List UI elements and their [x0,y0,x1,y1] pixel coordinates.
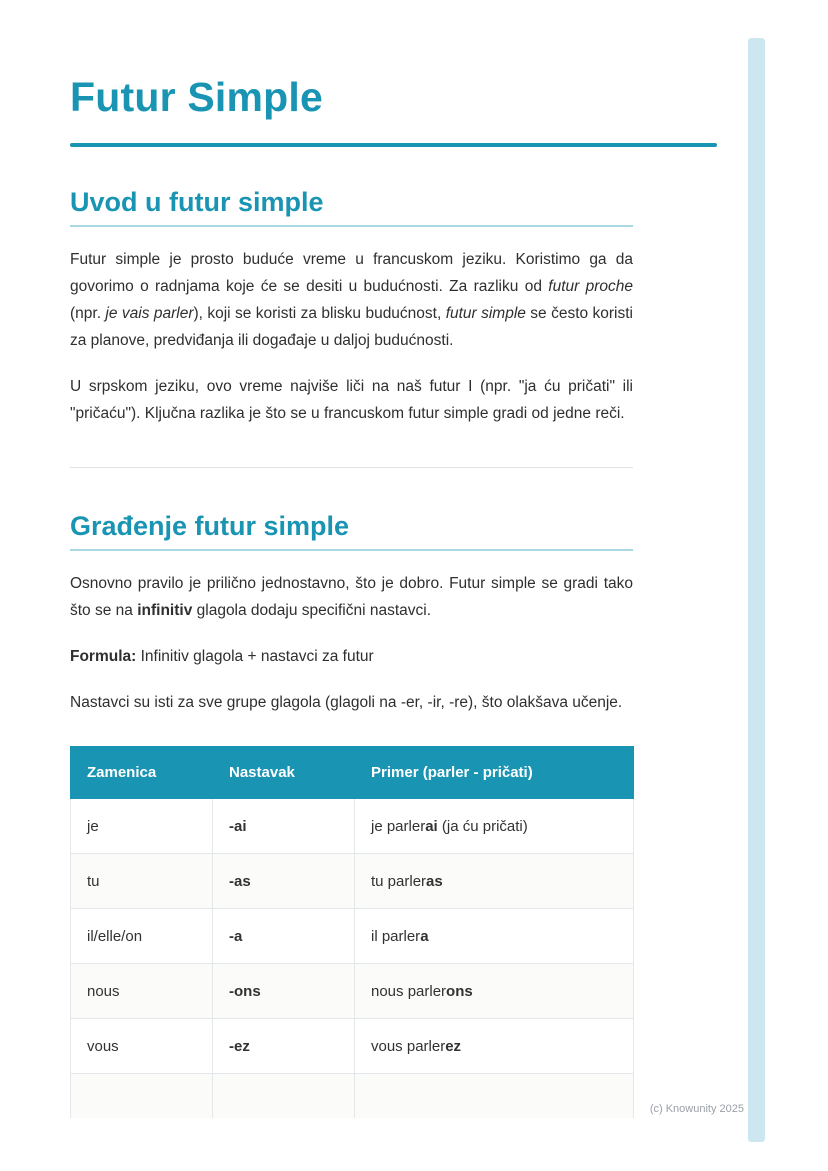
formula-paragraph: Formula: Infinitiv glagola + nastavci za futur [70,648,374,666]
conjugation-table [70,746,634,1118]
right-accent-stripe [748,38,765,1142]
section-underline [70,225,633,227]
cell-zamenica: je [71,799,213,854]
intro-paragraph-2: U srpskom jeziku, ovo vreme najviše liči na naš futur I (npr. "ja ću pričati" ili "pričaću"). Ključna razlika je što se u francuskom futur simple gradi od jedne reči. [70,378,633,423]
table-header-primer: Primer (parler - pričati) [355,747,634,799]
cell-primer: je parlerai (ja ću pričati) [355,799,634,854]
page-title: Futur Simple [70,74,323,120]
cell-primer: il parlera [355,909,634,964]
table-header-nastavak: Nastavak [213,747,355,799]
intro-paragraph-1: Futur simple je prosto buduće vreme u francuskom jeziku. Koristimo ga da govorimo o radnjama koje će se desiti u budućnosti. Za razliku od futur proche (npr. je vais parler), koji se koristi za blisku budućnost, futur simple se često koristi za planove, predviđanja ili događaje u daljoj budućnosti. [70,251,633,350]
cell-primer: tu parleras [355,854,634,909]
table-row [71,799,634,854]
gradjenje-paragraph-3: Nastavci su isti za sve grupe glagola (glagoli na -er, -ir, -re), što olakšava učenje. [70,694,623,712]
cell-nastavak: -ez [213,1019,355,1074]
cell-primer [355,1074,634,1118]
section-heading-gradjenje-futur-simple: Građenje futur simple [70,511,350,542]
table-row [71,854,634,909]
cell-nastavak [213,1074,355,1118]
table-row [71,964,634,1019]
gradjenje-paragraph-1: Osnovno pravilo je prilično jednostavno, što je dobro. Futur simple se gradi tako što se na infinitiv glagola dodaju specifični nastavci. [70,575,633,620]
section-uvod [70,187,633,427]
document-content [70,0,633,1118]
cell-nastavak: -as [213,854,355,909]
section-heading-uvod-u-futur-simple: Uvod u futur simple [70,187,324,218]
cell-nastavak: -a [213,909,355,964]
cell-zamenica [71,1074,213,1118]
table-row [71,1019,634,1074]
table-row-partial [71,1074,634,1118]
section-divider [70,467,633,468]
table-header-row [71,747,634,799]
cell-zamenica: vous [71,1019,213,1074]
cell-zamenica: tu [71,854,213,909]
section-underline [70,549,633,551]
cell-zamenica: nous [71,964,213,1019]
cell-primer: vous parlerez [355,1019,634,1074]
cell-zamenica: il/elle/on [71,909,213,964]
title-underline [70,143,717,147]
table-header-zamenica: Zamenica [71,747,213,799]
table-row [71,909,634,964]
section-gradjenje [70,511,633,1118]
cell-nastavak: -ons [213,964,355,1019]
cell-primer: nous parlerons [355,964,634,1019]
copyright-notice: (c) Knowunity 2025 [649,1103,744,1115]
cell-nastavak: -ai [213,799,355,854]
